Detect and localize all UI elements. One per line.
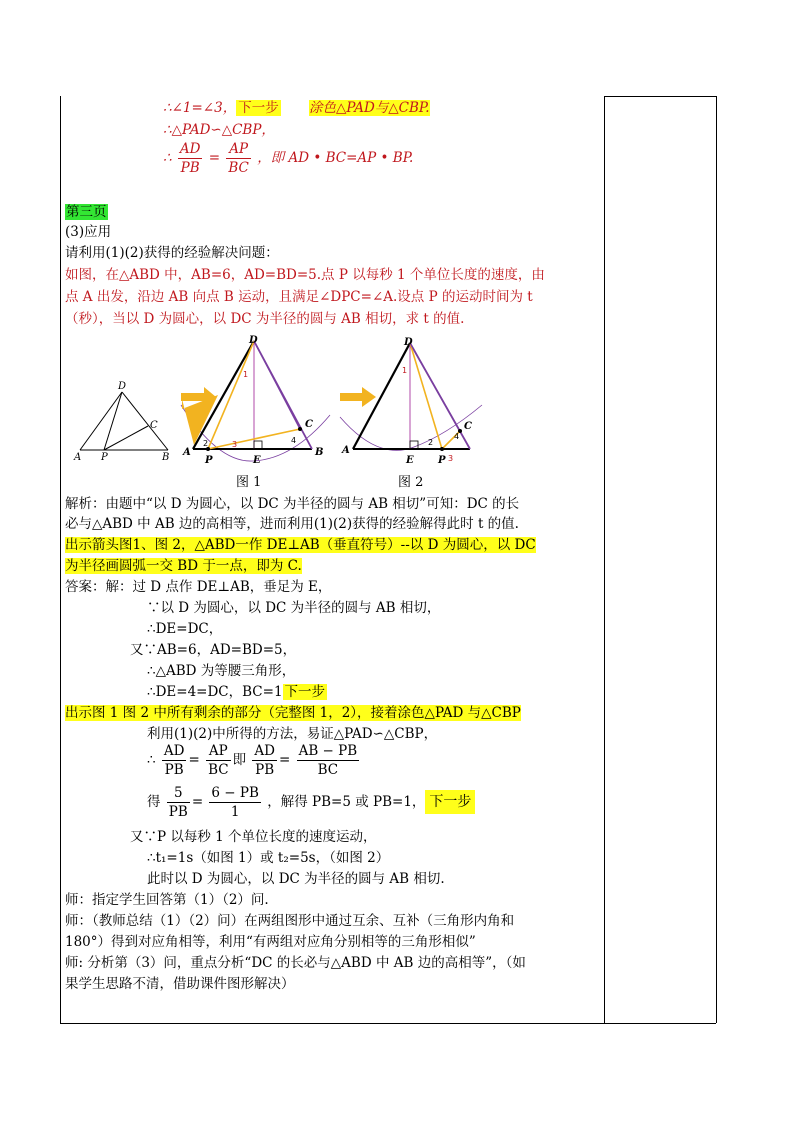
svg-text:E: E — [253, 455, 261, 466]
svg-text:A: A — [183, 447, 191, 458]
teacher-line-3: 180°）得到对应角相等，利用“有两组对应角分别相等的三角形相似” — [65, 934, 476, 950]
svg-text:C: C — [305, 419, 313, 430]
problem-line-1: 如图，在△ABD 中，AB=6，AD=BD=5.点 P 以每秒 1 个单位长度的速度，由 — [65, 267, 545, 283]
answer-line-1: 答案：解：过 D 点作 DE⊥AB，垂足为 E， — [65, 579, 332, 595]
answer-line-6: ∴DE=4=DC，BC=1 下一步 — [147, 684, 326, 700]
svg-text:1: 1 — [243, 370, 249, 379]
remarks-column — [604, 96, 717, 1023]
show-line: 出示图 1 图 2 中所有剩余的部分（完整图 1，2），接着涂色△PAD 与△CBP — [65, 705, 521, 721]
next-step-button[interactable]: 下一步 — [284, 684, 326, 700]
answer-line-5: ∴△ABD 为等腰三角形， — [147, 663, 296, 679]
answer-line-7: 利用(1)(2)中所得的方法，易证△PAD∽△CBP， — [147, 726, 438, 742]
answer-line-4: 又∵AB=6，AD=BD=5， — [130, 642, 297, 658]
ratio-equation: ∴ $\frac{AD}{PB}$ = $\frac{AP}{BC}$ 即 $\frac{AD}{PB}$ = $\frac{AB - PB}{BC}$ — [147, 743, 358, 778]
figure-1-caption: 图 1 — [236, 475, 262, 490]
svg-text:3: 3 — [448, 454, 454, 463]
highlight-line-1: 出示箭头图1、图 2，△ABD一作 DE⊥AB（垂直符号）--以 D 为圆心，以 DC — [65, 537, 536, 553]
svg-text:3: 3 — [232, 440, 238, 449]
problem-line-2: 点 A 出发，沿边 AB 向点 B 运动，且满足∠DPC=∠A.设点 P 的运动时间为 t — [65, 289, 533, 305]
highlight-line-2: 为半径画圆弧一交 BD 于一点，即为 C. — [65, 558, 302, 574]
label-P: P — [101, 452, 108, 460]
label-A: A — [74, 452, 82, 460]
next-step-button[interactable]: 下一步 — [425, 790, 475, 814]
label-D: D — [118, 381, 127, 392]
svg-text:1: 1 — [402, 366, 408, 375]
answer-line-2: ∵以 D 为圆心，以 DC 为半径的圆与 AB 相切， — [147, 600, 441, 616]
figure-2 — [338, 335, 488, 467]
analysis-line-2: 必与△ABD 中 AB 边的高相等，进而利用(1)(2)获得的经验解得此时 t 的值. — [65, 516, 519, 532]
answer-line-3: ∴DE=DC， — [147, 621, 223, 637]
label-B: B — [162, 452, 170, 460]
teacher-line-4: 师: 分析第（3）问，重点分析“DC 的长必与△ABD 中 AB 边的高相等”，（如 — [65, 955, 526, 971]
svg-text:4: 4 — [454, 432, 460, 441]
svg-text:B: B — [315, 447, 324, 458]
line-ratio: ∴ $\frac{AD}{PB}$ = $\frac{AP}{BC}$ ，即 AD • BC=AP • BP. — [163, 141, 414, 176]
svg-text:C: C — [464, 421, 472, 432]
svg-text:A: A — [342, 445, 350, 456]
line-angle-equal: ∴∠1=∠3， 下一步 涂色△PAD与△CBP. — [163, 100, 430, 116]
svg-text:D: D — [404, 337, 413, 348]
problem-line-3: （秒），当以 D 为圆心，以 DC 为半径的圆与 AB 相切，求 t 的值. — [65, 311, 465, 327]
section-heading: (3)应用 — [65, 224, 112, 240]
figure-2-caption: 图 2 — [398, 475, 424, 490]
teacher-line-1: 师：指定学生回答第（1）（2）问. — [65, 892, 269, 908]
small-triangle-figure — [70, 378, 180, 460]
page-tag: 第三页 — [66, 204, 107, 220]
svg-text:4: 4 — [291, 436, 297, 445]
figure-1 — [178, 335, 338, 467]
answer-line-12: 此时以 D 为圆心，以 DC 为半径的圆与 AB 相切. — [147, 871, 445, 887]
solve-equation: 得 $\frac{5}{PB}$ = $\frac{6 - PB}{1}$ ，解得 PB=5 或 PB=1， 下一步 — [147, 784, 475, 821]
svg-text:P: P — [438, 455, 446, 466]
teacher-line-2: 师：（教师总结（1）（2）问）在两组图形中通过互余、互补（三角形内角和 — [65, 913, 515, 929]
svg-text:2: 2 — [428, 438, 434, 447]
svg-text:P: P — [205, 455, 213, 466]
intro-line: 请利用(1)(2)获得的经验解决问题： — [65, 245, 279, 261]
line-similar: ∴△PAD∽△CBP， — [163, 122, 275, 138]
svg-text:D: D — [249, 335, 258, 346]
answer-line-11: ∴t₁=1s（如图 1）或 t₂=5s，（如图 2） — [147, 850, 390, 866]
svg-text:2: 2 — [203, 439, 209, 448]
teacher-line-5: 果学生思路不清，借助课件图形解决） — [65, 976, 295, 992]
analysis-line-1: 解析：由题中“以 D 为圆心，以 DC 为半径的圆与 AB 相切”可知：DC 的长 — [65, 496, 520, 512]
next-step-button[interactable]: 下一步 — [238, 100, 279, 116]
label-C: C — [150, 420, 158, 431]
svg-text:E: E — [406, 455, 414, 466]
answer-line-10: 又∵P 以每秒 1 个单位长度的速度运动， — [130, 829, 377, 845]
